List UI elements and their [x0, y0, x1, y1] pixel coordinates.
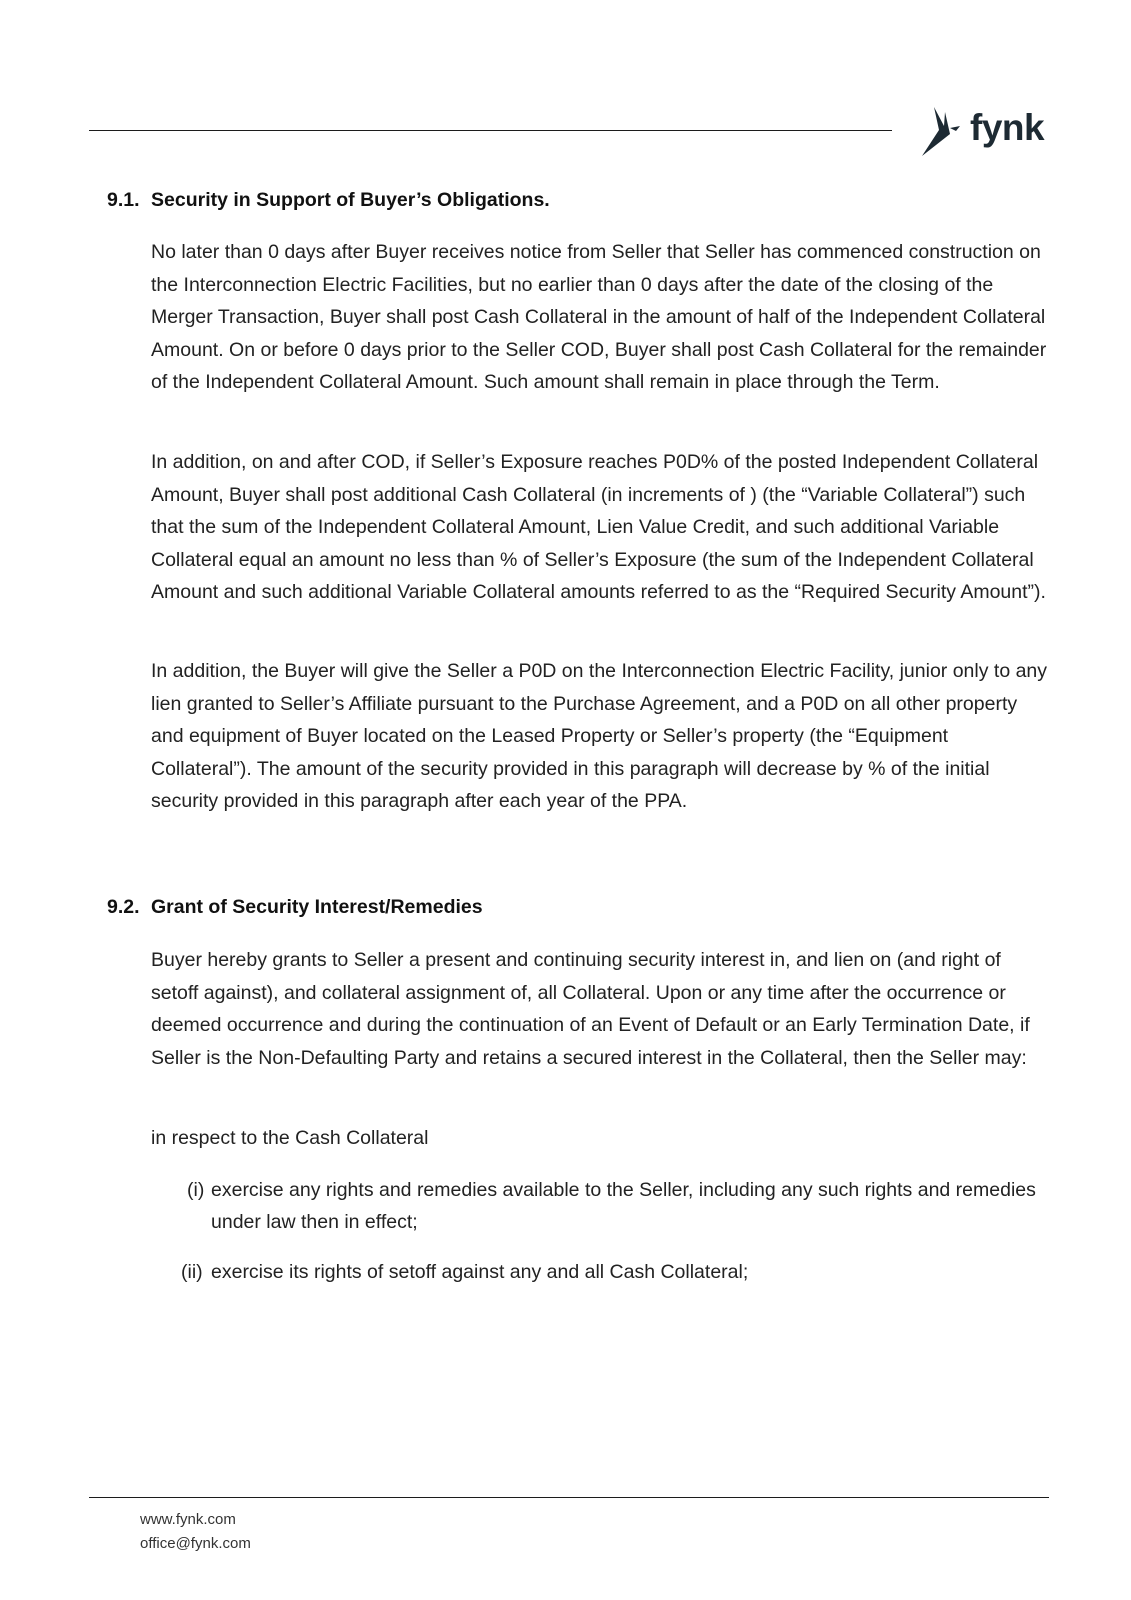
paragraph: In addition, on and after COD, if Seller’s Exposure reaches P0D% of the posted Independent Collateral Amount, Buyer shall post additional Cash Collateral (in increments of ) (the “Variable Collateral”) such that the sum of the Independent Collateral Amount, Lien Value Credit, and such additional Variable Collateral equal an amount no less than % of Seller’s Exposure (the sum of the Independent Collateral Amount and such additional Variable Collateral amounts referred to as the “Required Security Amount”).	[151, 451, 1046, 603]
section-number: 9.2.	[107, 896, 140, 918]
footer-email-link[interactable]: office@fynk.com	[140, 1535, 251, 1552]
section-number: 9.1.	[107, 189, 140, 211]
section-title: Grant of Security Interest/Remedies	[151, 896, 483, 918]
footer-website-link[interactable]: www.fynk.com	[140, 1511, 236, 1528]
list-marker: (i)	[187, 1179, 205, 1201]
fynk-bird-icon	[920, 104, 968, 158]
paragraph: in respect to the Cash Collateral	[151, 1127, 429, 1149]
list-item-text: exercise its rights of setoff against any and all Cash Collateral;	[211, 1261, 749, 1283]
paragraph: Buyer hereby grants to Seller a present and continuing security interest in, and lien on (and right of setoff against), and collateral assignment of, all Collateral. Upon or any time after the occurrence or deemed occurrence and during the continuation of an Event of Default or an Early Termination Date, if Seller is the Non-Defaulting Party and retains a secured interest in the Collateral, then the Seller may:	[151, 949, 1030, 1069]
footer-divider	[89, 1497, 1049, 1498]
paragraph: No later than 0 days after Buyer receives notice from Seller that Seller has commenced construction on the Interconnection Electric Facilities, but no earlier than 0 days after the date of the closing of the Merger Transaction, Buyer shall post Cash Collateral in the amount of half of the Independent Collateral Amount. On or before 0 days prior to the Seller COD, Buyer shall post Cash Collateral for the remainder of the Independent Collateral Amount. Such amount shall remain in place through the Term.	[151, 241, 1047, 393]
paragraph: In addition, the Buyer will give the Seller a P0D on the Interconnection Electric Facility, junior only to any lien granted to Seller’s Affiliate pursuant to the Purchase Agreement, and a P0D on all other property and equipment of Buyer located on the Leased Property or Seller’s property (the “Equipment Collateral”). The amount of the security provided in this paragraph will decrease by % of the initial security provided in this paragraph after each year of the PPA.	[151, 660, 1048, 812]
brand-logo	[920, 104, 1050, 158]
section-title: Security in Support of Buyer’s Obligations.	[151, 189, 550, 211]
header-divider	[89, 130, 892, 131]
brand-name: fynk	[970, 107, 1045, 148]
list-marker: (ii)	[181, 1261, 203, 1283]
section-heading-9-1	[107, 186, 550, 214]
section-heading-9-2	[107, 893, 483, 921]
list-item-text: exercise any rights and remedies available to the Seller, including any such rights and remedies under law then in effect;	[211, 1179, 1036, 1233]
